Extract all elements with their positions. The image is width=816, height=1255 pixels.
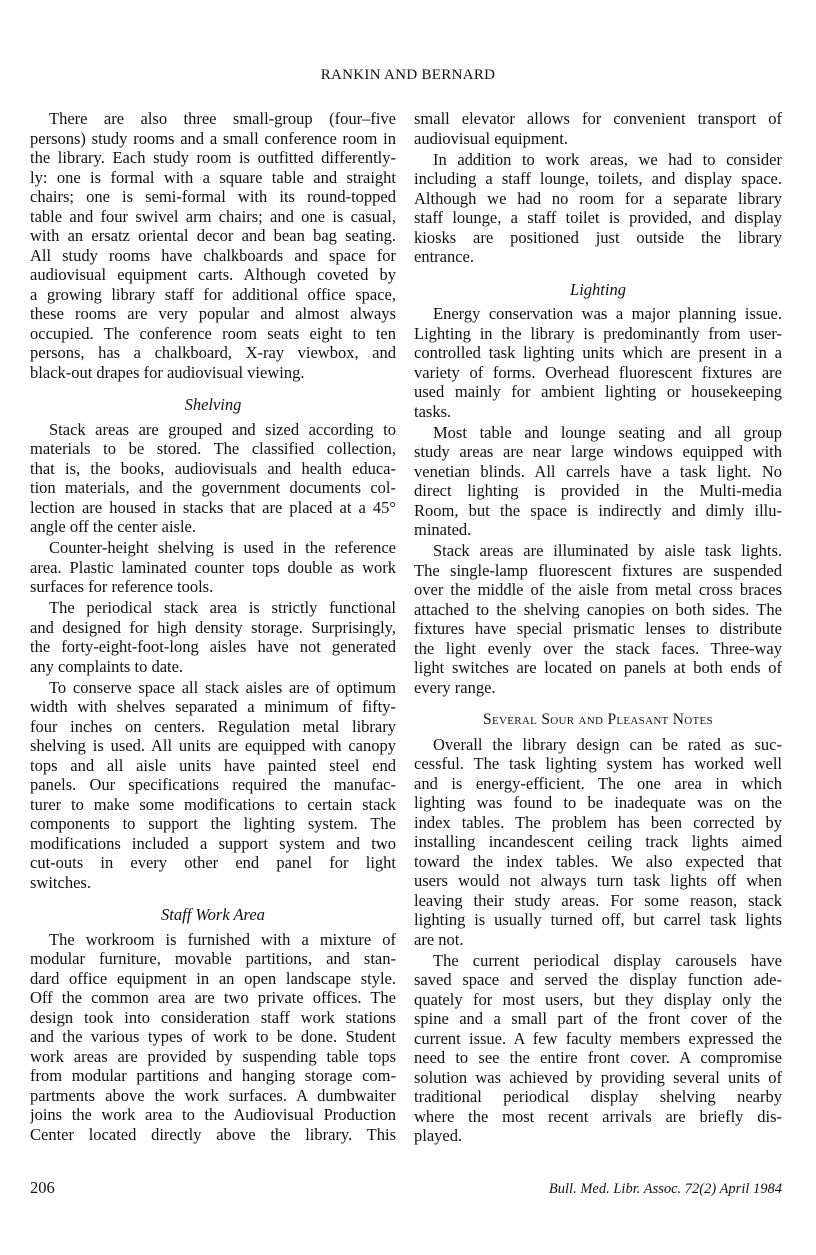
text-line: turer to make some modifications to certain stack bbox=[30, 794, 396, 814]
text-line: installing incandescent ceiling track lights aimed bbox=[414, 832, 782, 851]
paragraph bbox=[414, 150, 782, 267]
text-line: lighting was found to be inadequate was on the bbox=[414, 793, 782, 812]
text-line: The workroom is furnished with a mixture of bbox=[49, 929, 396, 949]
text-line: current issue. A few faculty members expressed the bbox=[414, 1028, 782, 1048]
text-line: small elevator allows for convenient transport of bbox=[414, 109, 782, 128]
running-head: RANKIN AND BERNARD bbox=[320, 67, 496, 83]
text-line: audiovisual equipment carts. Although coveted by bbox=[30, 265, 396, 284]
text-line: The periodical stack area is strictly functional bbox=[49, 598, 396, 617]
text-line: Off the common area are two private offices. The bbox=[30, 988, 396, 1007]
text-line: persons) study rooms and a small conference room in bbox=[30, 128, 396, 148]
text-line: minated. bbox=[414, 520, 472, 539]
text-line: partments above the work surfaces. A dumbwaiter bbox=[30, 1085, 396, 1105]
section-heading: Staff Work Area bbox=[161, 905, 265, 924]
text-line: traditional periodical display shelving nearby bbox=[414, 1087, 782, 1106]
text-line: entrance. bbox=[414, 247, 474, 266]
text-line: Energy conservation was a major planning issue. bbox=[433, 304, 782, 323]
paragraph bbox=[30, 930, 396, 1145]
text-line: these rooms are very popular and almost always bbox=[30, 304, 396, 323]
text-line: To conserve space all stack aisles are of optimum bbox=[49, 677, 396, 697]
text-line: every range. bbox=[414, 677, 496, 697]
text-line: played. bbox=[414, 1126, 463, 1145]
text-line: panels. Our specifications required the manufac- bbox=[30, 775, 396, 794]
text-line: persons, has a chalkboard, X-ray viewbox, and bbox=[30, 343, 396, 362]
text-line: from modular partitions and hanging storage com- bbox=[30, 1066, 396, 1085]
text-line: the light evenly over the stack faces. Three-way bbox=[414, 638, 782, 658]
paragraph bbox=[30, 678, 396, 893]
text-line: Stack areas are grouped and sized according to bbox=[49, 419, 396, 439]
text-line: shelving is used. All units are equipped with canopy bbox=[30, 736, 396, 755]
text-line: including a staff lounge, toilets, and display space. bbox=[414, 169, 782, 188]
text-line: over the middle of the aisle from metal cross braces bbox=[414, 580, 782, 599]
text-line: Room, but the space is indirectly and dimly illu- bbox=[414, 500, 782, 520]
text-line: cut-outs in every other end panel for light bbox=[30, 853, 396, 872]
text-line: area. Plastic laminated counter tops double as work bbox=[30, 557, 396, 577]
text-line: table and four swivel arm chairs; and one is casual, bbox=[30, 206, 396, 226]
text-line: controlled task lighting units which are present in a bbox=[414, 343, 782, 362]
text-line: quately for most users, but they display only the bbox=[414, 989, 782, 1009]
text-line: direct lighting is provided in the Multi-media bbox=[414, 481, 782, 500]
section-heading: Several Sour and Pleasant Notes bbox=[483, 711, 713, 728]
text-line: attached to the shelving canopies on both sides. The bbox=[414, 599, 782, 619]
text-line: a growing library staff for additional office space, bbox=[30, 284, 396, 304]
text-line: joins the work area to the Audiovisual Production bbox=[30, 1105, 396, 1124]
text-line: work areas are provided by suspending table tops bbox=[30, 1046, 396, 1066]
text-line: that is, the books, audiovisuals and health educa- bbox=[30, 458, 396, 478]
text-line: the library. Each study room is outfitted differently- bbox=[30, 148, 396, 167]
text-line: solution was achieved by providing several units of bbox=[414, 1067, 782, 1087]
text-line: chairs; one is semi-formal with its round-topped bbox=[30, 187, 396, 206]
text-line: venetian blinds. All carrels have a task light. No bbox=[414, 461, 782, 481]
text-line: index tables. The problem has been corrected by bbox=[414, 812, 782, 832]
text-line: black-out drapes for audiovisual viewing. bbox=[30, 362, 305, 382]
paragraph bbox=[30, 420, 396, 537]
text-line: study areas are near large windows equipped with bbox=[414, 442, 782, 461]
text-line: spine and a small part of the front cover of the bbox=[414, 1009, 782, 1028]
text-line: leaving their study areas. For some reason, stack bbox=[414, 890, 782, 910]
text-line: used mainly for ambient lighting or housekeeping bbox=[414, 382, 782, 401]
text-line: The single-lamp fluorescent fixtures are suspended bbox=[414, 560, 782, 580]
paragraph bbox=[414, 735, 782, 950]
text-line: any complaints to date. bbox=[30, 656, 184, 676]
text-line: need to see the entire front cover. A compromise bbox=[414, 1048, 782, 1067]
text-line: with an ersatz oriental decor and bean bag seating. bbox=[30, 226, 396, 245]
page-number: 206 bbox=[30, 1178, 55, 1197]
text-line: All study rooms have chalkboards and space for bbox=[30, 245, 396, 265]
text-line: materials to be stored. The classified collection, bbox=[30, 439, 396, 458]
text-line: audiovisual equipment. bbox=[414, 128, 568, 148]
text-line: Stack areas are illuminated by aisle task lights. bbox=[433, 541, 782, 560]
text-line: Overall the library design can be rated as suc- bbox=[433, 734, 782, 754]
paragraph bbox=[414, 541, 782, 697]
paragraph bbox=[414, 304, 782, 421]
text-line: are not. bbox=[414, 929, 464, 949]
text-line: components to support the lighting system. The bbox=[30, 814, 396, 833]
text-line: Most table and lounge seating and all group bbox=[433, 422, 782, 442]
text-line: In addition to work areas, we had to consider bbox=[433, 149, 782, 169]
text-line: staff lounge, a staff toilet is provided, and display bbox=[414, 208, 782, 227]
text-line: modular furniture, movable partitions, and stan- bbox=[30, 949, 396, 968]
text-line: surfaces for reference tools. bbox=[30, 577, 214, 596]
text-line: Counter-height shelving is used in the reference bbox=[49, 538, 396, 557]
text-line: Center located directly above the library. This bbox=[30, 1124, 396, 1144]
text-line: fixtures have special prismatic lenses to distribute bbox=[414, 619, 782, 638]
paragraph bbox=[30, 538, 396, 597]
paragraph bbox=[414, 951, 782, 1146]
text-line: the forty-eight-foot-long aisles have not generated bbox=[30, 637, 396, 656]
text-line: design took into consideration staff work stations bbox=[30, 1007, 396, 1027]
text-line: light switches are located on panels at both ends of bbox=[414, 658, 782, 677]
left-column bbox=[30, 109, 396, 1146]
text-line: saved space and served the display function ade- bbox=[414, 970, 782, 989]
text-line: kiosks are positioned just outside the library bbox=[414, 227, 782, 247]
text-line: Lighting in the library is predominantly from user- bbox=[414, 323, 782, 343]
journal-citation: Bull. Med. Libr. Assoc. 72(2) April 1984 bbox=[548, 1181, 782, 1197]
section-heading: Lighting bbox=[570, 279, 626, 299]
text-line: and designed for high density storage. Surprisingly, bbox=[30, 617, 396, 637]
text-line: variety of forms. Overhead fluorescent fixtures are bbox=[414, 362, 782, 382]
paragraph bbox=[30, 598, 396, 676]
text-line: The current periodical display carousels have bbox=[433, 950, 782, 970]
text-line: lighting is usually turned off, but carrel task lights bbox=[414, 910, 782, 929]
section-heading: Shelving bbox=[184, 395, 242, 414]
text-line: toward the index tables. We also expected that bbox=[414, 851, 782, 871]
text-line: tion materials, and the government documents col- bbox=[30, 478, 396, 497]
paragraph bbox=[414, 423, 782, 540]
paragraph bbox=[414, 109, 782, 148]
text-line: modifications included a support system and two bbox=[30, 833, 396, 853]
text-line: and the various types of work to be done. Student bbox=[30, 1027, 396, 1046]
text-line: There are also three small-group (four–five bbox=[49, 109, 396, 128]
text-line: tops and all aisle units have painted steel end bbox=[30, 755, 396, 775]
text-line: width with shelves separated a minimum of fifty- bbox=[30, 697, 396, 716]
text-line: occupied. The conference room seats eight to ten bbox=[30, 323, 396, 343]
text-line: Although we had no room for a separate library bbox=[414, 188, 782, 208]
text-line: cessful. The task lighting system has worked well bbox=[414, 754, 782, 773]
text-line: ly: one is formal with a square table and straight bbox=[30, 167, 396, 187]
text-line: switches. bbox=[30, 872, 91, 892]
text-line: lection are housed in stacks that are placed at a 45° bbox=[30, 497, 396, 517]
text-line: tasks. bbox=[414, 401, 452, 421]
text-line: where the most recent arrivals are briefly dis- bbox=[414, 1106, 782, 1126]
text-line: and is energy-efficient. The one area in which bbox=[414, 773, 782, 793]
text-line: four inches on centers. Regulation metal library bbox=[30, 716, 396, 736]
paragraph bbox=[30, 109, 396, 382]
text-line: users would not always turn task lights off when bbox=[414, 871, 782, 890]
text-line: dard office equipment in an open landscape style. bbox=[30, 968, 396, 988]
right-column bbox=[414, 109, 782, 1147]
text-line: angle off the center aisle. bbox=[30, 517, 196, 536]
